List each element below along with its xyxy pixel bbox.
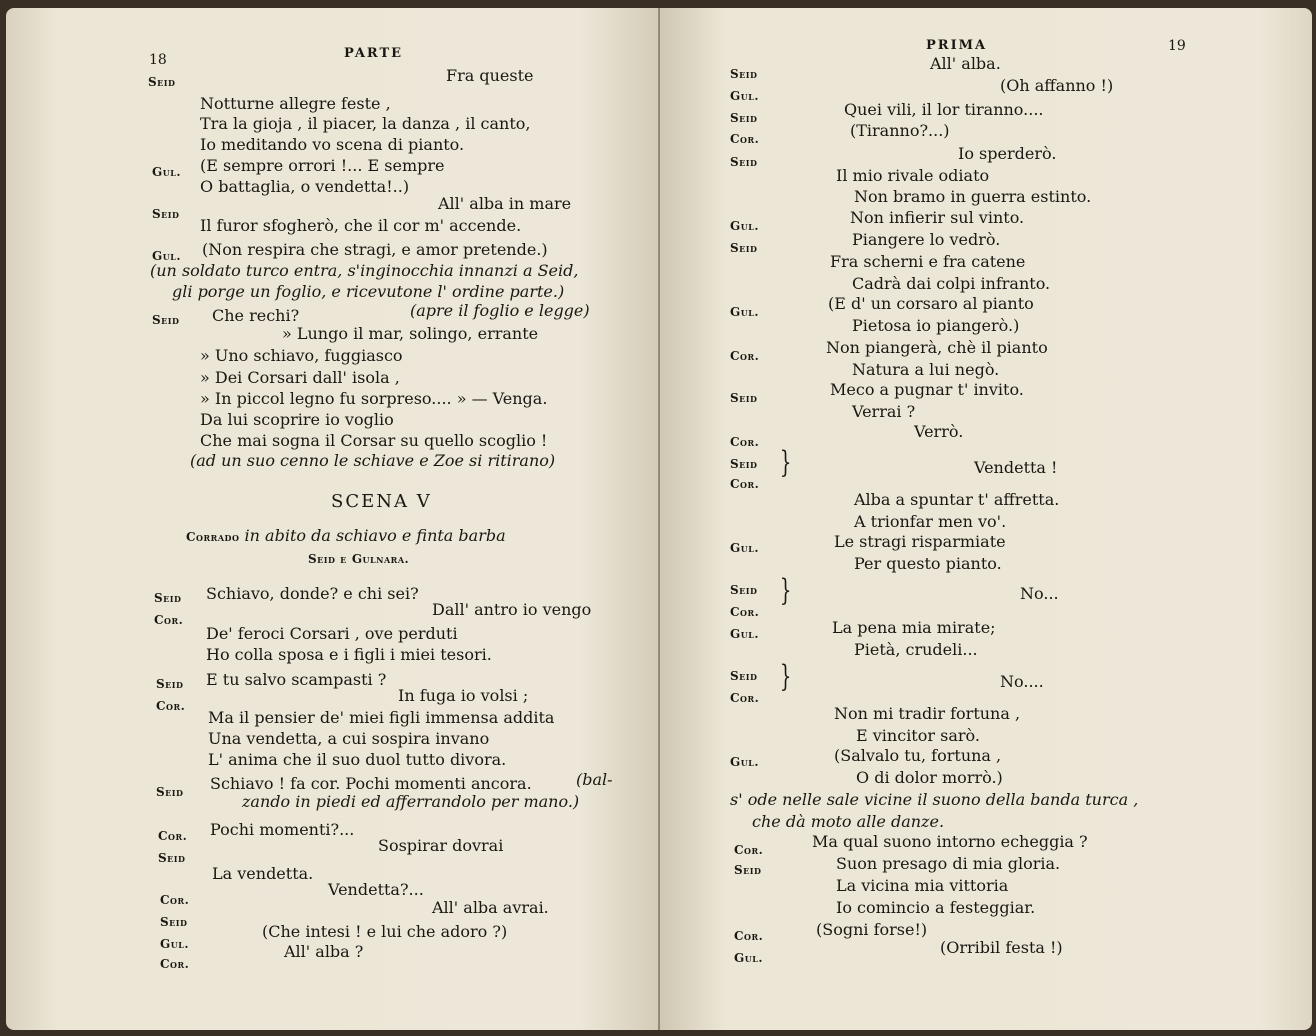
verse-line: In fuga io volsi ; [398, 686, 529, 705]
verse-line: Io meditando vo scena di pianto. [200, 135, 465, 154]
verse-line: Alba a spuntar t' affretta. [854, 490, 1060, 509]
speaker-label: Seid [152, 313, 180, 327]
stage-direction: (apre il foglio e legge) [410, 301, 590, 320]
scene-cast [186, 526, 506, 547]
verse-line: A trionfar men vo'. [854, 512, 1007, 531]
verse-line: Meco a pugnar t' invito. [830, 380, 1024, 399]
verse-line: (E sempre orrori !... E sempre [200, 156, 445, 175]
verse-line: Fra queste [446, 66, 534, 85]
verse-line: Ma qual suono intorno echeggia ? [812, 832, 1088, 851]
stage-direction: che dà moto alle danze. [752, 812, 945, 831]
right-page [660, 8, 1312, 1030]
speaker-label: Cor. [158, 829, 188, 843]
verse-line: O battaglia, o vendetta!..) [200, 177, 410, 196]
verse-line: La vendetta. [212, 864, 314, 883]
speaker-label: Gul. [160, 937, 190, 951]
stage-direction: (bal- [576, 770, 613, 789]
verse-line: Fra scherni e fra catene [830, 252, 1026, 271]
verse-line: Non mi tradir fortuna , [834, 704, 1021, 723]
verse-line: Tra la gioja , il piacer, la danza , il canto, [200, 114, 531, 133]
verse-line: Schiavo, donde? e chi sei? [206, 584, 419, 603]
verse-line: Il mio rivale odiato [836, 166, 990, 185]
verse-line: Pochi momenti?... [210, 820, 355, 839]
verse-line: Ho colla sposa e i figli i miei tesori. [206, 645, 492, 664]
verse-line: L' anima che il suo duol tutto divora. [208, 750, 507, 769]
speaker-label: Gul. [734, 951, 764, 965]
speaker-label: Gul. [730, 89, 760, 103]
speaker-label: Seid [158, 851, 186, 865]
verse-line: Non infierir sul vinto. [850, 208, 1025, 227]
speaker-label: Seid [730, 669, 758, 683]
speaker-label: Cor. [160, 957, 190, 971]
verse-line: Per questo pianto. [854, 554, 1002, 573]
speaker-label: Cor. [730, 691, 760, 705]
running-head: PARTE [344, 46, 404, 61]
verse-line: All' alba avrai. [432, 898, 549, 917]
speaker-label: Seid [148, 75, 176, 89]
verse-line: (Salvalo tu, fortuna , [834, 746, 1002, 765]
left-page [6, 8, 658, 1030]
verse-line: Piangere lo vedrò. [852, 230, 1001, 249]
speaker-label: Cor. [730, 132, 760, 146]
verse-line: Ma il pensier de' miei figli immensa addita [208, 708, 555, 727]
verse-line: Da lui scoprire io voglio [200, 410, 394, 429]
verse-line: Che rechi? [212, 306, 300, 325]
verse-line: Quei vili, il lor tiranno.... [844, 100, 1044, 119]
verse-line: Le stragi risparmiate [834, 532, 1006, 551]
speaker-label: Gul. [730, 305, 760, 319]
speaker-label: Gul. [152, 249, 182, 263]
verse-line: Io sperderò. [958, 144, 1057, 163]
speaker-label: Seid [152, 207, 180, 221]
speaker-label: Seid [730, 67, 758, 81]
verse-line: (Sogni forse!) [816, 920, 928, 939]
speaker-label: Cor. [730, 349, 760, 363]
verse-line: Non piangerà, chè il pianto [826, 338, 1048, 357]
character-name: Corrado [186, 530, 240, 544]
speaker-label: Gul. [730, 219, 760, 233]
character-name: Gulnara. [351, 552, 410, 566]
character-name: Seid e [308, 552, 347, 566]
speaker-label: Seid [730, 583, 758, 597]
verse-line: Una vendetta, a cui sospira invano [208, 729, 490, 748]
letter-line: » In piccol legno fu sorpreso.... » — Venga. [200, 389, 548, 408]
verse-line: (E d' un corsaro al pianto [828, 294, 1034, 313]
scene-heading: SCENA V [331, 491, 432, 512]
speaker-label: Gul. [730, 541, 760, 555]
stage-direction: zando in piedi ed afferrandolo per mano.) [242, 792, 580, 811]
verse-line: De' feroci Corsari , ove perduti [206, 624, 458, 643]
verse-line: All' alba ? [284, 942, 364, 961]
speaker-label: Gul. [730, 627, 760, 641]
verse-line: Dall' antro io vengo [432, 600, 592, 619]
speaker-label: Cor. [730, 435, 760, 449]
speaker-label: Seid [730, 391, 758, 405]
speaker-label: Seid [734, 863, 762, 877]
verse-line: Verrò. [914, 422, 964, 441]
speaker-label: Seid [730, 111, 758, 125]
verse-line: No.... [1000, 672, 1044, 691]
verse-line: No... [1020, 584, 1059, 603]
speaker-label: Gul. [730, 755, 760, 769]
verse-line: La vicina mia vittoria [836, 876, 1009, 895]
letter-line: » Uno schiavo, fuggiasco [200, 346, 403, 365]
verse-line: Cadrà dai colpi infranto. [852, 274, 1051, 293]
verse-line: Pietosa io piangerò.) [852, 316, 1020, 335]
verse-line: E tu salvo scampasti ? [206, 670, 387, 689]
speaker-label: Cor. [734, 929, 764, 943]
verse-line: Schiavo ! fa cor. Pochi momenti ancora. [210, 774, 532, 793]
verse-line: Sospirar dovrai [378, 836, 504, 855]
page-number: 18 [149, 52, 167, 68]
verse-line: Non bramo in guerra estinto. [854, 187, 1092, 206]
speaker-label: Seid [156, 677, 184, 691]
scene-cast [308, 548, 409, 569]
stage-direction: (ad un suo cenno le schiave e Zoe si ritirano) [190, 451, 556, 470]
verse-line: Il furor sfogherò, che il cor m' accende. [200, 216, 522, 235]
verse-line: (Che intesi ! e lui che adoro ?) [262, 922, 508, 941]
speaker-label: Seid [154, 591, 182, 605]
brace-icon: } [779, 445, 792, 480]
speaker-label: Seid [730, 155, 758, 169]
verse-line: E vincitor sarò. [856, 726, 980, 745]
page-number: 19 [1168, 38, 1186, 54]
verse-line: All' alba. [930, 54, 1001, 73]
verse-line: Vendetta?... [328, 880, 424, 899]
verse-line: Verrai ? [852, 402, 916, 421]
speaker-label: Cor. [156, 699, 186, 713]
speaker-label: Cor. [160, 893, 190, 907]
verse-line: (Tiranno?...) [850, 121, 950, 140]
verse-line: (Non respira che stragi, e amor pretende.) [202, 240, 548, 259]
verse-line: Vendetta ! [974, 458, 1058, 477]
verse-line: Suon presago di mia gloria. [836, 854, 1061, 873]
letter-line: » Dei Corsari dall' isola , [200, 368, 400, 387]
speaker-label: Cor. [730, 477, 760, 491]
verse-line: Natura a lui negò. [852, 360, 1000, 379]
stage-direction: (un soldato turco entra, s'inginocchia innanzi a Seid, [150, 261, 579, 280]
verse-line: O di dolor morrò.) [856, 768, 1003, 787]
speaker-label: Gul. [152, 165, 182, 179]
verse-line: Che mai sogna il Corsar su quello scoglio ! [200, 431, 548, 450]
verse-line: Io comincio a festeggiar. [836, 898, 1036, 917]
verse-line: La pena mia mirate; [832, 618, 996, 637]
brace-icon: } [779, 659, 792, 694]
speaker-label: Seid [156, 785, 184, 799]
verse-line: All' alba in mare [438, 194, 572, 213]
stage-direction: gli porge un foglio, e ricevutone l' ordine parte.) [172, 282, 565, 301]
speaker-label: Seid [730, 457, 758, 471]
speaker-label: Cor. [734, 843, 764, 857]
brace-icon: } [779, 573, 792, 608]
speaker-label: Seid [160, 915, 188, 929]
speaker-label: Cor. [154, 613, 184, 627]
running-head: PRIMA [926, 38, 988, 53]
verse-line: Pietà, crudeli... [854, 640, 978, 659]
speaker-label: Cor. [730, 605, 760, 619]
stage-direction: in abito da schiavo e finta barba [244, 526, 506, 545]
verse-line: Notturne allegre feste , [200, 94, 391, 113]
verse-line: (Orribil festa !) [940, 938, 1063, 957]
verse-line: (Oh affanno !) [1000, 76, 1114, 95]
stage-direction: s' ode nelle sale vicine il suono della banda turca , [730, 790, 1139, 809]
letter-line: » Lungo il mar, solingo, errante [282, 324, 539, 343]
speaker-label: Seid [730, 241, 758, 255]
